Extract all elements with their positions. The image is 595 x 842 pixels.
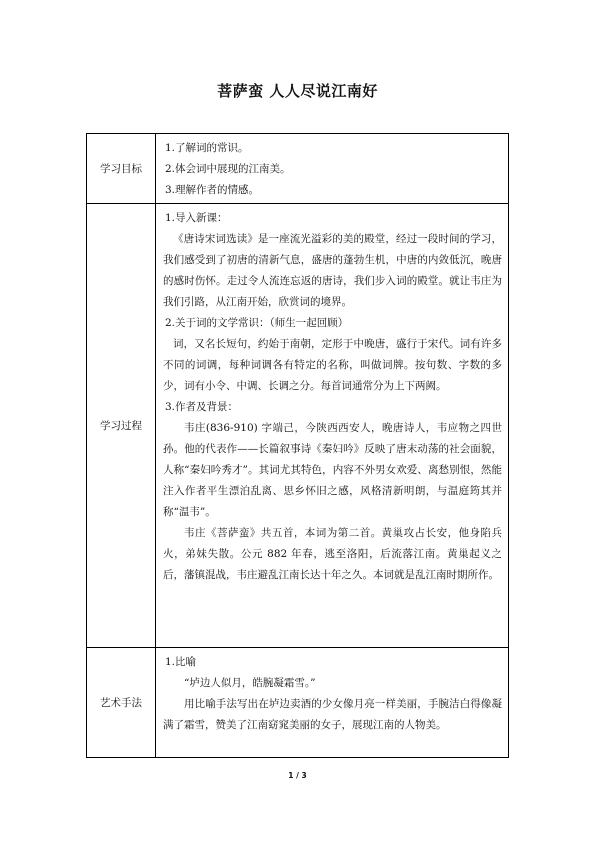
process-label: 学习过程 [87,204,156,648]
goal-item: 2.体会词中展现的江南美。 [165,163,291,175]
intro-paragraph: 《唐诗宋词选读》是一座流光溢彩的美的殿堂，经过一段时间的学习，我们感受到了初唐的清新气息，盛唐的蓬勃生机，中唐的内敛低沉，晚唐的感时伤怀。走过令人流连忘返的唐诗，我们步入词的殿堂。就让韦庄为我们引路，从江南开始，欣赏词的境界。 [163,233,502,308]
technique-heading: 1.比喻 [165,656,197,668]
technique-quote: “垆边人似月，皓腕凝霜雪。” [184,677,316,689]
technique-label: 艺术手法 [87,648,156,758]
author-paragraph: 韦庄(836-910) 字端己，今陕西西安人，晚唐诗人，韦应物之四世孙。他的代表作——长篇叙事诗《秦妇吟》反映了唐末动荡的社会面貌，人称“秦妇吟秀才”。其词尤其特色，内容不外男女欢爱、离愁别恨，然能注入作者平生漂泊乱离、思乡怀旧之感，风格清新明朗，与温庭筠其并称“温韦”。 [163,422,502,518]
background-paragraph: 韦庄《菩萨蛮》共五首，本词为第二首。黄巢攻占长安，他身陷兵火，弟妹失散。公元 882 年春，逃至洛阳，后流落江南。黄巢起义之后，藩镇混战，韦庄避乱江南长达十年之久。本词就是乱江南时期所作。 [163,527,502,581]
goals-row [87,134,509,204]
knowledge-heading: 2.关于词的文学常识：（师生一起回顾） [165,317,349,329]
lesson-plan-table [86,133,509,758]
process-content [156,204,509,648]
process-row [87,204,509,648]
intro-heading: 1.导入新课： [165,212,228,224]
page-number: 1 / 3 [288,771,307,780]
author-heading: 3.作者及背景： [165,401,239,413]
technique-content [156,648,509,758]
goal-item: 1.了解词的常识。 [165,142,249,154]
knowledge-paragraph: 词，又名长短句，约始于南朝，定形于中晚唐，盛行于宋代。词有许多不同的词调，每种词调各有特定的名称，叫做词牌。按句数、字数的多少，词有小令、中调、长调之分。每首词通常分为上下两阙。 [163,338,502,392]
goals-label: 学习目标 [87,134,156,204]
goal-item: 3.理解作者的情感。 [165,184,260,196]
technique-row [87,648,509,758]
technique-analysis: 用比喻手法写出在垆边卖酒的少女像月亮一样美丽，手腕洁白得像凝满了霜雪，赞美了江南窈窕美丽的女子，展现江南的人物美。 [163,698,502,731]
goals-content [156,134,509,204]
page-title: 菩萨蛮 人人尽说江南好 [217,82,378,100]
